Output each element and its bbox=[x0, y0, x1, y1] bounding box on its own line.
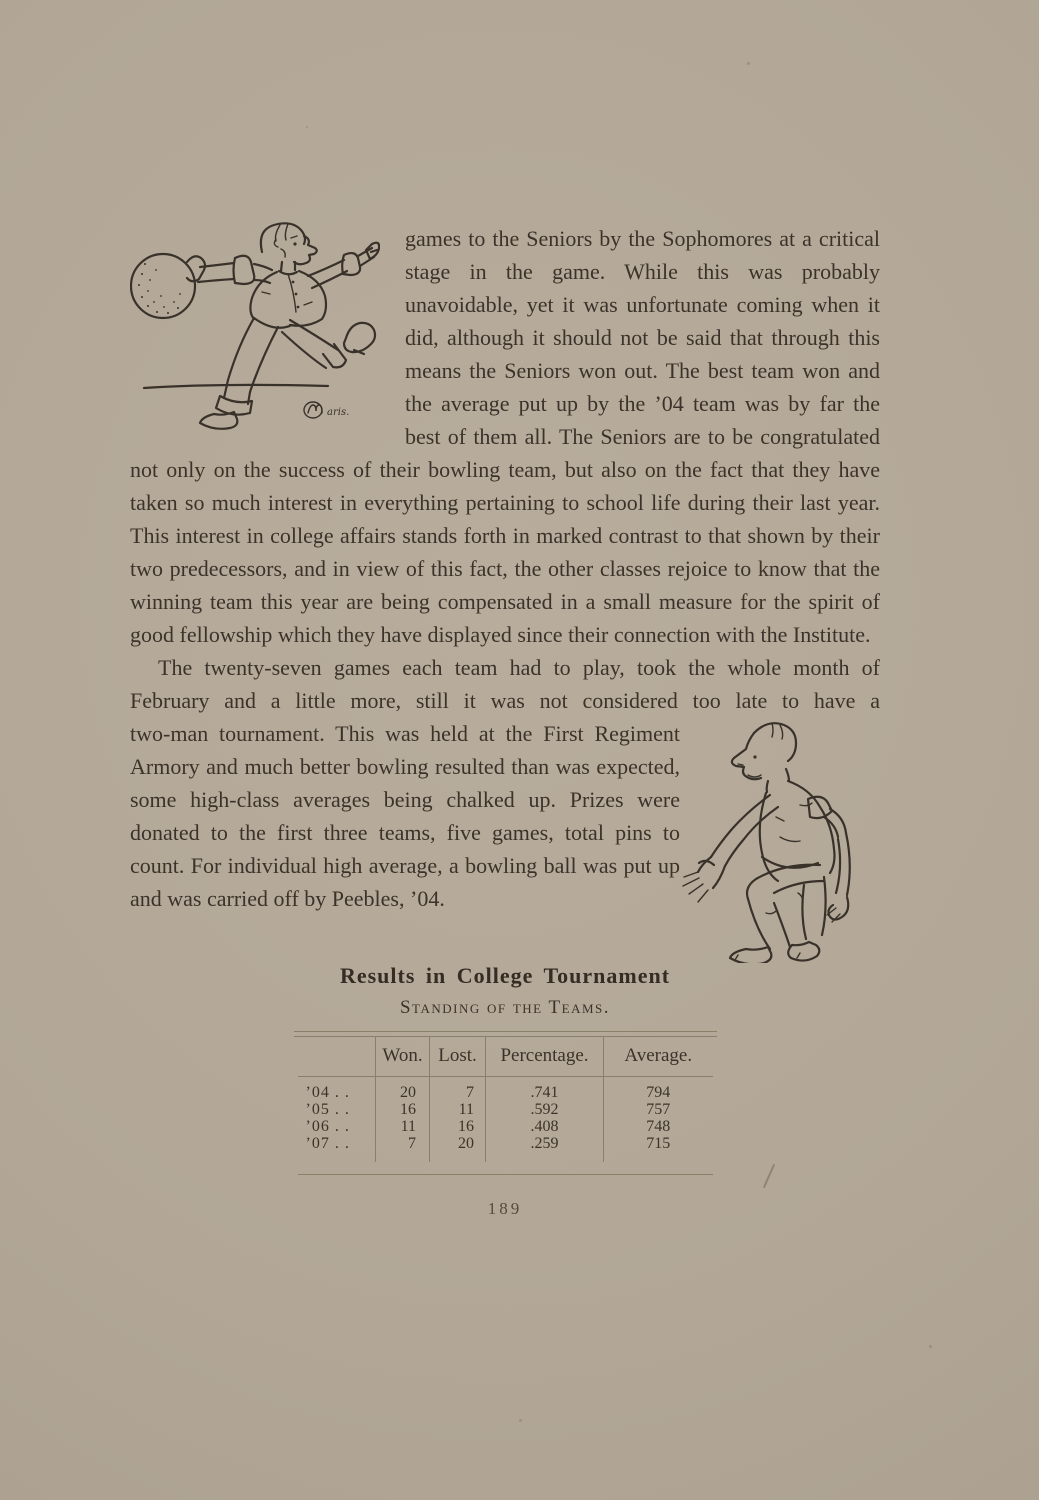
eye bbox=[753, 755, 756, 758]
won-cell: 20 bbox=[376, 1077, 430, 1102]
won-cell: 16 bbox=[376, 1101, 430, 1118]
shirt-hem bbox=[254, 318, 292, 328]
kicked-shoe bbox=[344, 323, 375, 354]
table-row bbox=[298, 1135, 713, 1162]
table-bottom-rule bbox=[298, 1174, 713, 1175]
shirt-wrinkles bbox=[776, 803, 812, 842]
shirt-wrinkles bbox=[262, 274, 312, 312]
lost-cell: 16 bbox=[430, 1118, 486, 1135]
team-cell: ’06 . . bbox=[305, 1118, 350, 1135]
average-cell: 715 bbox=[604, 1135, 713, 1162]
table-row bbox=[298, 1077, 713, 1102]
skull bbox=[754, 723, 796, 761]
eye bbox=[293, 242, 296, 245]
arm-line bbox=[254, 264, 272, 270]
rear-leg-line bbox=[802, 885, 806, 939]
paper-speck bbox=[929, 1345, 932, 1348]
front-boot bbox=[730, 947, 771, 963]
paper-speck bbox=[306, 126, 308, 128]
bowler-crouch-illustration bbox=[680, 717, 880, 963]
belly-curve bbox=[760, 793, 778, 881]
lost-cell: 20 bbox=[430, 1135, 486, 1162]
shin-line bbox=[748, 899, 770, 949]
standings-table-block bbox=[130, 1031, 880, 1175]
brow-and-ear bbox=[281, 236, 297, 257]
percentage-cell: .741 bbox=[486, 1077, 604, 1102]
percentage-cell: .408 bbox=[486, 1118, 604, 1135]
won-cell: 7 bbox=[376, 1135, 430, 1162]
rear-forearm-line bbox=[836, 839, 840, 893]
bowler-backswing-illustration bbox=[130, 222, 380, 450]
rear-forearm-line bbox=[846, 833, 850, 895]
neck bbox=[281, 262, 295, 271]
won-cell: 11 bbox=[376, 1118, 430, 1135]
sleeve-cuff bbox=[234, 256, 255, 284]
neck bbox=[767, 769, 789, 792]
calf-line bbox=[774, 903, 790, 947]
standings-subheading: Standing of the Teams. bbox=[399, 997, 610, 1018]
artist-signature bbox=[304, 402, 349, 418]
lost-cell: 11 bbox=[430, 1101, 486, 1118]
face-profile bbox=[732, 733, 761, 779]
paragraph-one-block bbox=[130, 222, 880, 651]
paragraph-first: games to the Seniors by the Sophomores at a critical stage in the game. While this was probably unavoidable, yet it was unfortunate coming when it did, although it should not be said that through this means the Seniors won out. The best team won and the average put up by the ’04 team was by far the best of them all. The Seniors are to be congratulated not only on the success of their bowling team, but also on the fact that they have taken so much interest in everything pertaining to school life during their last year. This interest in college affairs stands forth in marked contrast to that shown by their two predecessors, and in view of this fact, the other classes rejoice to know that the winning team this year are being compensated in a small measure for the spirit of good fellowship which they have displayed since their connection with the Institute. bbox=[130, 226, 880, 647]
ground-line bbox=[144, 385, 328, 388]
signature-text: aris. bbox=[327, 407, 350, 418]
trouser-folds bbox=[766, 893, 803, 914]
palm-line bbox=[698, 857, 711, 872]
arm-line bbox=[198, 279, 234, 282]
lost-cell: 7 bbox=[430, 1077, 486, 1102]
hair-strands bbox=[274, 224, 288, 247]
team-cell: ’05 . . bbox=[305, 1101, 350, 1118]
column-header-percentage: Percentage. bbox=[486, 1037, 604, 1077]
paragraph-second-body: two-man tournament. This was held at the First Regiment Armory and much better bowling resulted than was expected, some high-class averages being chalked up. Prizes were donated to the first three teams, five games, total pins to count. For individual high average, a bowling ball was put up and was carried off by Peebles, ’04. bbox=[130, 721, 680, 911]
front-arm-line bbox=[725, 807, 778, 866]
paper-speck bbox=[519, 1419, 522, 1422]
percentage-cell: .592 bbox=[486, 1101, 604, 1118]
percentage-cell: .259 bbox=[486, 1135, 604, 1162]
standings-table bbox=[298, 1037, 713, 1162]
results-heading: Results in College Tournament bbox=[339, 963, 671, 988]
page-number: 189 bbox=[487, 1199, 523, 1218]
far-arm-line bbox=[312, 271, 347, 288]
average-cell: 794 bbox=[604, 1077, 713, 1102]
back-curve bbox=[788, 781, 835, 873]
rear-arm-line bbox=[830, 809, 846, 833]
column-header-team bbox=[298, 1037, 376, 1077]
page-content bbox=[130, 0, 880, 1219]
hair-strands bbox=[772, 723, 783, 739]
hand-edge bbox=[713, 866, 725, 888]
average-cell: 748 bbox=[604, 1118, 713, 1135]
table-row bbox=[298, 1101, 713, 1118]
bowler-backswing-drawing bbox=[130, 222, 380, 450]
column-header-lost: Lost. bbox=[430, 1037, 486, 1077]
column-header-average: Average. bbox=[604, 1037, 713, 1077]
bowling-ball-icon bbox=[131, 254, 195, 318]
hair bbox=[261, 223, 305, 252]
far-arm-line bbox=[308, 260, 344, 276]
table-row bbox=[298, 1118, 713, 1135]
team-cell: ’07 . . bbox=[305, 1135, 350, 1152]
team-cell: ’04 . . bbox=[305, 1084, 350, 1101]
column-header-won: Won. bbox=[376, 1037, 430, 1077]
paragraph-second-intro: The twenty-seven games each team had to play, took the whole month of February and a little more, still it was not considered too late to have a bbox=[130, 655, 880, 713]
ball-stipple bbox=[138, 263, 181, 314]
spread-fingers bbox=[683, 872, 708, 902]
bowler-crouch-drawing bbox=[680, 717, 880, 963]
paper-speck bbox=[747, 62, 750, 65]
table-header-row bbox=[298, 1037, 713, 1077]
average-cell: 757 bbox=[604, 1101, 713, 1118]
thigh-bottom bbox=[774, 881, 824, 893]
rear-leg-line bbox=[822, 877, 826, 935]
rear-boot bbox=[788, 942, 819, 961]
shirt-right bbox=[290, 271, 326, 326]
leg-line bbox=[248, 327, 278, 404]
paragraph-two-block bbox=[130, 717, 880, 915]
